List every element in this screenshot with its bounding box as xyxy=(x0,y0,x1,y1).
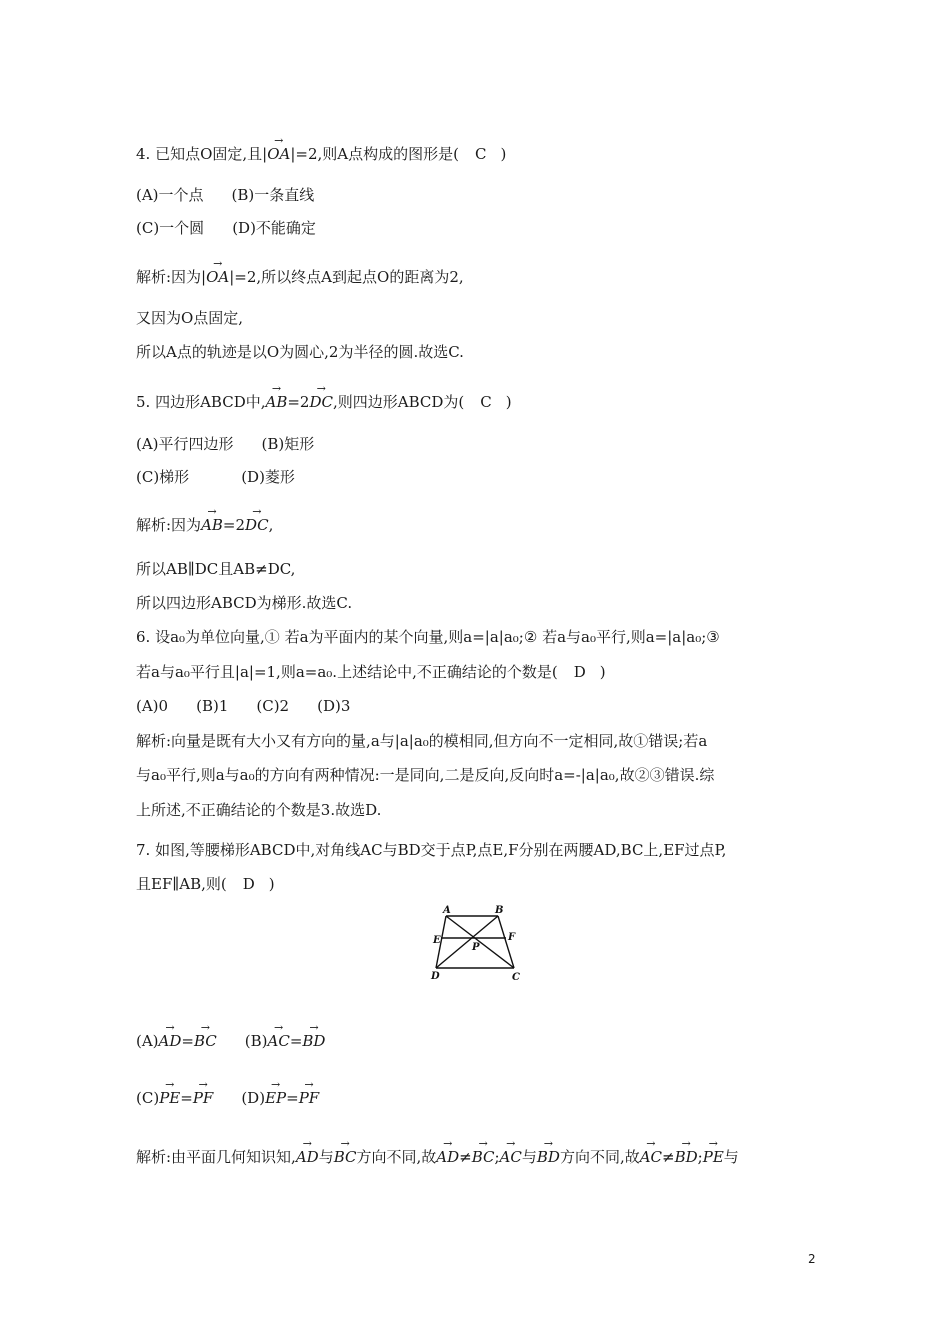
q5-solution-line2: 所以AB∥DC且AB≠DC, xyxy=(136,560,296,578)
q4-options-row2 xyxy=(136,218,316,238)
q7-stem-line2: 且EF∥AB,则( D ) xyxy=(136,875,275,893)
q5-stem: 5. 四边形ABCD中,→ AB=2→ DC,则四边形ABCD为( C ) xyxy=(136,388,512,412)
q6-options xyxy=(136,696,350,716)
q4-option-c: (C)一个圆 xyxy=(136,219,205,237)
q6-option-d: (D)3 xyxy=(317,697,351,715)
label-a: A xyxy=(443,905,451,916)
q6-solution-line1: 解析:向量是既有大小又有方向的量,a与|a|a₀的模相同,但方向不一定相同,故①错误;若a xyxy=(136,732,708,750)
q5-option-a: (A)平行四边形 xyxy=(136,435,234,453)
q4-option-b: (B)一条直线 xyxy=(231,186,315,204)
q4-answer: C xyxy=(474,145,487,163)
q4-solution-line3: 所以A点的轨迹是以O为圆心,2为半径的圆.故选C. xyxy=(136,343,464,361)
q5-option-b: (B)矩形 xyxy=(261,435,315,453)
q7-stem-line1: 7. 如图,等腰梯形ABCD中,对角线AC与BD交于点P,点E,F分别在两腰AD,BC上,EF过点P, xyxy=(136,841,727,859)
q6-stem-line2: 若a与a₀平行且|a|=1,则a=a₀.上述结论中,不正确结论的个数是( D ) xyxy=(136,663,606,681)
vector-dc: → DC xyxy=(245,511,269,533)
q7-solution-line1: 解析:由平面几何知识知,→ AD与→ BC方向不同,故→ AD≠→ BC;→ AC与→ BD方向不同,故→ AC≠→ BD;→ PE与 xyxy=(136,1143,739,1167)
vector-dc: → DC xyxy=(309,388,333,410)
label-f: F xyxy=(508,932,516,943)
label-e: E xyxy=(433,935,441,946)
vector-oa: → OA xyxy=(206,263,229,285)
q5-solution-line3: 所以四边形ABCD为梯形.故选C. xyxy=(136,594,353,612)
page-number: 2 xyxy=(808,1252,816,1266)
q4-option-a: (A)一个点 xyxy=(136,186,204,204)
q4-options-row1 xyxy=(136,185,314,205)
q5-option-d: (D)菱形 xyxy=(241,468,295,486)
q6-option-c: (C)2 xyxy=(256,697,290,715)
q6-option-a: (A)0 xyxy=(136,697,169,715)
vector-ab: → AB xyxy=(201,511,223,533)
q4-solution-line1: 解析:因为|→ OA|=2,所以终点A到起点O的距离为2, xyxy=(136,263,464,287)
q4-option-d: (D)不能确定 xyxy=(232,219,316,237)
diagonal-bd xyxy=(436,916,498,968)
diagonal-ac xyxy=(446,916,514,968)
q6-answer: D xyxy=(573,663,586,681)
q5-options-row2 xyxy=(136,467,295,487)
q6-solution-line3: 上所述,不正确结论的个数是3.故选D. xyxy=(136,801,382,819)
q4-solution-line2: 又因为O点固定, xyxy=(136,309,244,327)
label-p: P xyxy=(472,942,480,953)
label-d: D xyxy=(431,971,440,982)
q5-options-row1 xyxy=(136,434,314,454)
q5-option-c: (C)梯形 xyxy=(136,468,190,486)
q7-answer: D xyxy=(242,875,255,893)
vector-oa: → OA xyxy=(267,140,290,162)
label-b: B xyxy=(495,905,504,916)
q6-option-b: (B)1 xyxy=(196,697,229,715)
isosceles-trapezoid-figure xyxy=(426,902,526,984)
vector-ab: → AB xyxy=(266,388,288,410)
q7-options-row1: (A)→ AD=→ BC (B)→ AC=→ BD xyxy=(136,1027,325,1051)
q5-answer: C xyxy=(480,393,492,411)
q5-solution-line1: 解析:因为→ AB=2→ DC, xyxy=(136,511,273,535)
label-c: C xyxy=(512,972,520,983)
q4-stem: 4. 已知点O固定,且|→ OA|=2,则A点构成的图形是( C ) xyxy=(136,140,506,164)
q6-stem-line1: 6. 设a₀为单位向量,① 若a为平面内的某个向量,则a=|a|a₀;② 若a与a₀平行,则a=|a|a₀;③ xyxy=(136,628,720,646)
q7-options-row2: (C)→ PE=→ PF (D)→ EP=→ PF xyxy=(136,1084,319,1108)
q6-solution-line2: 与a₀平行,则a与a₀的方向有两种情况:一是同向,二是反向,反向时a=-|a|a₀,故②③错误.综 xyxy=(136,766,715,784)
